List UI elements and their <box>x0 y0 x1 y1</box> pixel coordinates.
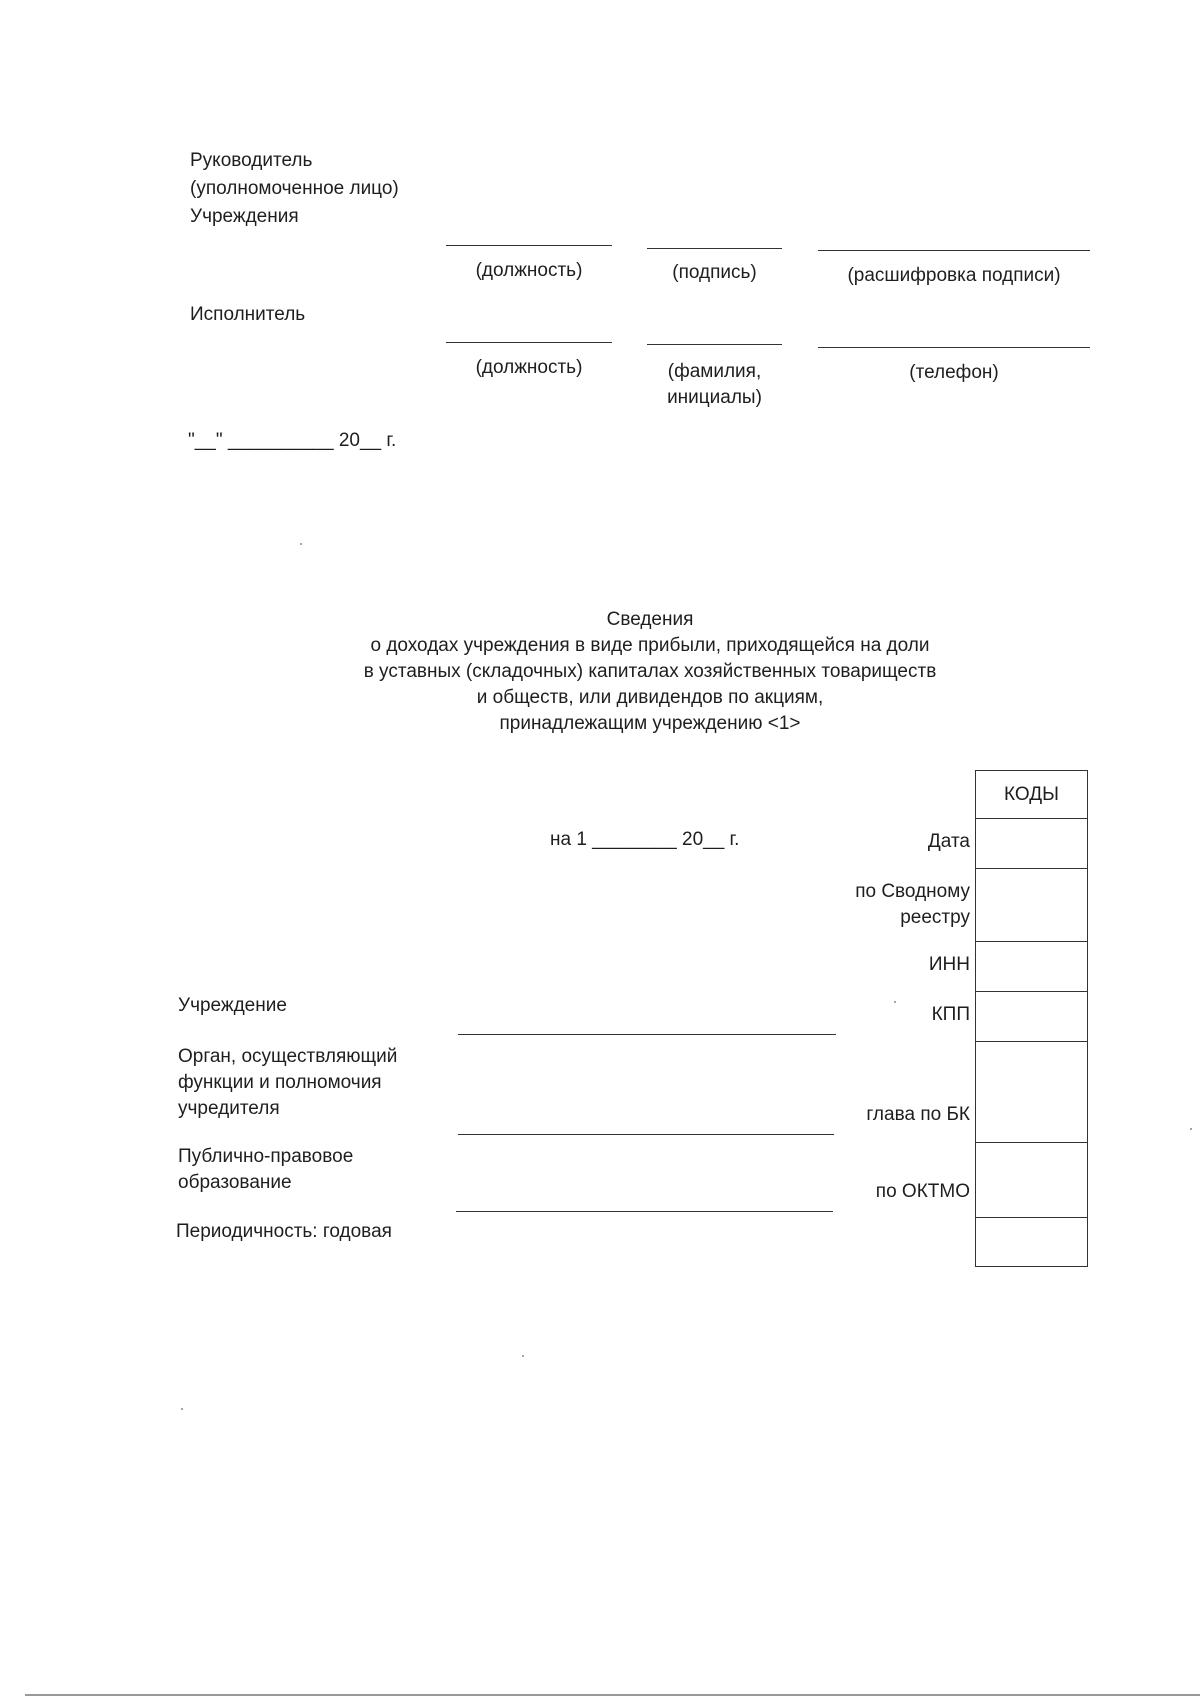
code-cell-oktmo[interactable] <box>976 1143 1087 1218</box>
title-line: и обществ, или дивидендов по акциям, <box>476 687 824 708</box>
head-label-line: (уполномоченное лицо) <box>190 178 399 199</box>
founder-label-line: функции и полномочия <box>178 1072 382 1093</box>
head-decoding-line <box>818 250 1090 251</box>
code-cell-inn[interactable] <box>976 942 1087 992</box>
scan-speck <box>1190 1128 1192 1130</box>
head-label-line: Руководитель <box>190 150 313 171</box>
head-signature-caption: (подпись) <box>672 262 757 283</box>
head-position-caption: (должность) <box>475 260 583 281</box>
head-decoding-caption: (расшифровка подписи) <box>847 265 1061 286</box>
public-entity-line[interactable] <box>456 1211 833 1212</box>
periodicity-label: Периодичность: годовая <box>176 1221 392 1242</box>
title-line: в уставных (складочных) капиталах хозяйственных товариществ <box>363 661 937 682</box>
executor-name-line <box>647 344 782 345</box>
code-label-date: Дата <box>927 831 970 852</box>
head-label-line: Учреждения <box>190 206 299 227</box>
executor-label: Исполнитель <box>190 304 306 325</box>
head-position-line <box>446 245 612 246</box>
scan-speck <box>181 1408 183 1410</box>
institution-label: Учреждение <box>178 995 287 1016</box>
code-label-oktmo: по ОКТМО <box>875 1181 970 1202</box>
report-date: на 1 ________ 20__ г. <box>550 829 740 850</box>
public-entity-label <box>178 1144 353 1196</box>
code-label-kpp: КПП <box>931 1004 970 1025</box>
code-label-budget-chapter: глава по БК <box>866 1104 970 1125</box>
executor-name-caption <box>647 359 782 411</box>
executor-position-caption: (должность) <box>475 357 583 378</box>
code-cell-kpp[interactable] <box>976 992 1087 1042</box>
institution-line[interactable] <box>458 1034 836 1035</box>
public-entity-label-line: Публично-правовое <box>178 1146 354 1167</box>
codes-header: КОДЫ <box>976 771 1087 819</box>
scan-edge <box>25 1694 1200 1696</box>
code-cell-budget-chapter[interactable] <box>976 1042 1087 1143</box>
title-heading: Сведения <box>606 609 694 630</box>
scan-speck <box>894 1001 896 1003</box>
executor-phone-caption: (телефон) <box>909 362 999 383</box>
head-signature-line <box>647 248 782 249</box>
code-cell-registry[interactable] <box>976 869 1087 942</box>
document-title <box>300 607 1000 737</box>
title-line: принадлежащим учреждению <1> <box>499 713 801 734</box>
founder-line[interactable] <box>458 1134 834 1135</box>
code-label-inn: ИНН <box>928 954 970 975</box>
scan-speck <box>522 1355 524 1357</box>
founder-label <box>178 1044 397 1122</box>
scan-speck <box>300 543 302 545</box>
public-entity-label-line: образование <box>178 1172 292 1193</box>
executor-name-caption-line: (фамилия, <box>667 361 762 382</box>
executor-name-caption-line: инициалы) <box>667 387 762 408</box>
founder-label-line: учредителя <box>178 1098 280 1119</box>
executor-position-line <box>446 342 612 343</box>
signature-date: "__" __________ 20__ г. <box>188 430 397 451</box>
code-label-registry-line: реестру <box>900 907 970 928</box>
executor-phone-line <box>818 347 1090 348</box>
code-label-registry-line: по Сводному <box>855 881 970 902</box>
title-line: о доходах учреждения в виде прибыли, приходящейся на доли <box>370 635 930 656</box>
head-label <box>190 147 399 231</box>
codes-table <box>975 770 1088 1267</box>
code-label-registry <box>790 879 970 931</box>
founder-label-line: Орган, осуществляющий <box>178 1046 398 1067</box>
code-cell-extra[interactable] <box>976 1218 1087 1266</box>
code-cell-date[interactable] <box>976 819 1087 869</box>
